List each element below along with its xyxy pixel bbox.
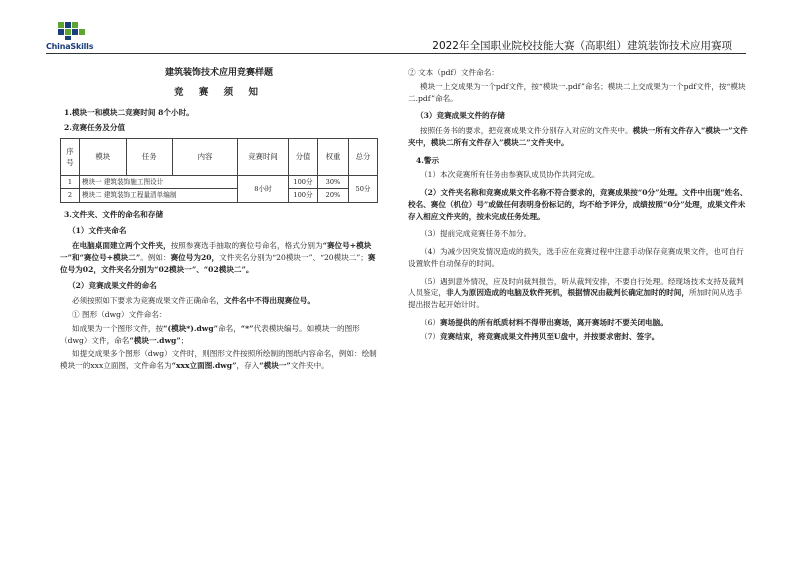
folder-naming-paragraph: 在电脑桌面建立两个文件夹，按照参赛选手抽取的赛位号命名，格式分别为“赛位号+模块一”和“赛位号+模块二”。例如：赛位号为20，文件夹名分别为“20模块一”、“20模块二”；赛位号为02，文件夹名分别为“02模块一”、“02模块二”。	[60, 241, 376, 274]
col-header-no: 序号	[61, 139, 80, 176]
warning-4: （4）为减少因突发情况造成的损失，选手应在竞赛过程中注意手动保存竞赛成果文件，也可自行设置软件自动保存的时间。	[408, 247, 744, 268]
left-column	[60, 60, 378, 374]
subsection-folder-naming: （1）文件夹命名	[68, 226, 127, 236]
cell-score: 100分	[289, 176, 318, 189]
warning-3: （3）提前完成竞赛任务不加分。	[420, 229, 532, 239]
cell-time: 8小时	[238, 176, 289, 202]
pdf-naming-label: ② 文本（pdf）文件命名：	[408, 68, 499, 77]
section-3-heading: 3.文件夹、文件的命名和存储	[64, 209, 164, 219]
multi-dwg-paragraph: 如提交成果多个图形（dwg）文件时，则图形文件按照所绘制的图纸内容命名，例如：绘制模块一的xxx立面图，文件命名为“xxx立面图.dwg”，存入“模块一”文件夹中。	[60, 349, 377, 371]
col-header-time: 竞赛时间	[238, 139, 289, 176]
col-header-weight: 权重	[318, 139, 349, 176]
cell-total: 50分	[349, 176, 378, 202]
warning-7: （7）竞赛结束，将竞赛成果文件拷贝至U盘中，并按要求密封、签字。	[420, 331, 660, 341]
warning-5: （5）遇到意外情况，应及时向裁判报告，听从裁判安排，不要自行处理。经现场技术支持及裁判人员鉴定，非人为原因造成的电脑及软件死机，根据情况由裁判长确定加时的时间，所加时间从选手提出报告起开始计时。	[408, 276, 744, 310]
warning-1: （1）本次竞赛所有任务由参赛队成员协作共同完成。	[420, 170, 600, 180]
cell-weight: 20%	[318, 189, 349, 202]
col-header-module: 模块	[80, 139, 127, 176]
warning-2: （2）文件夹名称和竞赛成果文件名称不符合要求的，竞赛成果按“0分”处理。文件中出现“姓名、校名、赛位（机位）号”或做任何表明身份标记的，均不给予评分，成绩按照“0分”处理，成果文件未存入相应文件夹的，按未完成任务处理。	[408, 188, 748, 221]
col-header-content: 内容	[173, 139, 238, 176]
col-header-total: 总分	[349, 139, 378, 176]
table-header-row	[61, 139, 378, 176]
table-row	[61, 176, 378, 189]
cell-module: 模块二 建筑装饰工程量清单编制	[80, 189, 238, 202]
document-title: 建筑装饰技术应用竞赛样题	[164, 68, 273, 78]
chinaskills-logo-icon	[56, 20, 88, 42]
col-header-score: 分值	[289, 139, 318, 176]
right-column	[408, 60, 748, 345]
dwg-naming-label: ① 图形（dwg）文件命名：	[72, 309, 167, 319]
header-divider	[46, 53, 746, 54]
dwg-naming-paragraph: 如成果为一个图形文件，按“(模块*).dwg”命名，“*”代表模块编号。如模块一的图形（dwg）文件，命名“模块一.dwg”；	[60, 323, 360, 345]
section-1-heading: 1.模块一和模块二竞赛时间 8个小时。	[64, 107, 194, 117]
cell-score: 100分	[289, 189, 318, 202]
section-4-heading: 4.警示	[416, 155, 440, 165]
cell-no: 2	[61, 189, 80, 202]
subsection-file-storage: （3）竞赛成果文件的存储	[416, 111, 505, 121]
section-2-heading: 2.竞赛任务及分值	[64, 123, 126, 133]
cell-no: 1	[61, 176, 80, 189]
page-header	[0, 0, 794, 60]
table-row	[61, 189, 378, 202]
file-naming-paragraph: 必须按照如下要求为竞赛成果文件正确命名，文件名中不得出现赛位号。	[72, 296, 315, 306]
chinaskills-logo	[46, 20, 106, 52]
cell-weight: 30%	[318, 176, 349, 189]
col-header-task: 任务	[126, 139, 173, 176]
task-score-table	[60, 138, 378, 202]
cell-module: 模块一 建筑装饰施工图设计	[80, 176, 238, 189]
file-storage-paragraph: 按照任务书的要求，把竞赛成果文件分别存入对应的文件夹中。模块一所有文件存入“模块一”文件夹中，模块二所有文件存入”模块二”文件夹中。	[408, 126, 748, 147]
subsection-file-naming: （2）竞赛成果文件的命名	[68, 281, 157, 291]
pdf-naming-paragraph: 模块一上交成果为一个pdf文件，按“模块一.pdf”命名；模块二上交成果为一个pdf文件，按“模块二.pdf”命名。	[408, 81, 746, 103]
document-subtitle: 竞 赛 须 知	[174, 86, 264, 98]
logo-text: ChinaSkills	[46, 42, 94, 51]
warning-6: （6）赛场提供的所有纸质材料不得带出赛场，离开赛场时不要关闭电脑。	[420, 318, 668, 328]
header-title: 2022年全国职业院校技能大赛（高职组）建筑装饰技术应用赛项	[432, 40, 732, 52]
